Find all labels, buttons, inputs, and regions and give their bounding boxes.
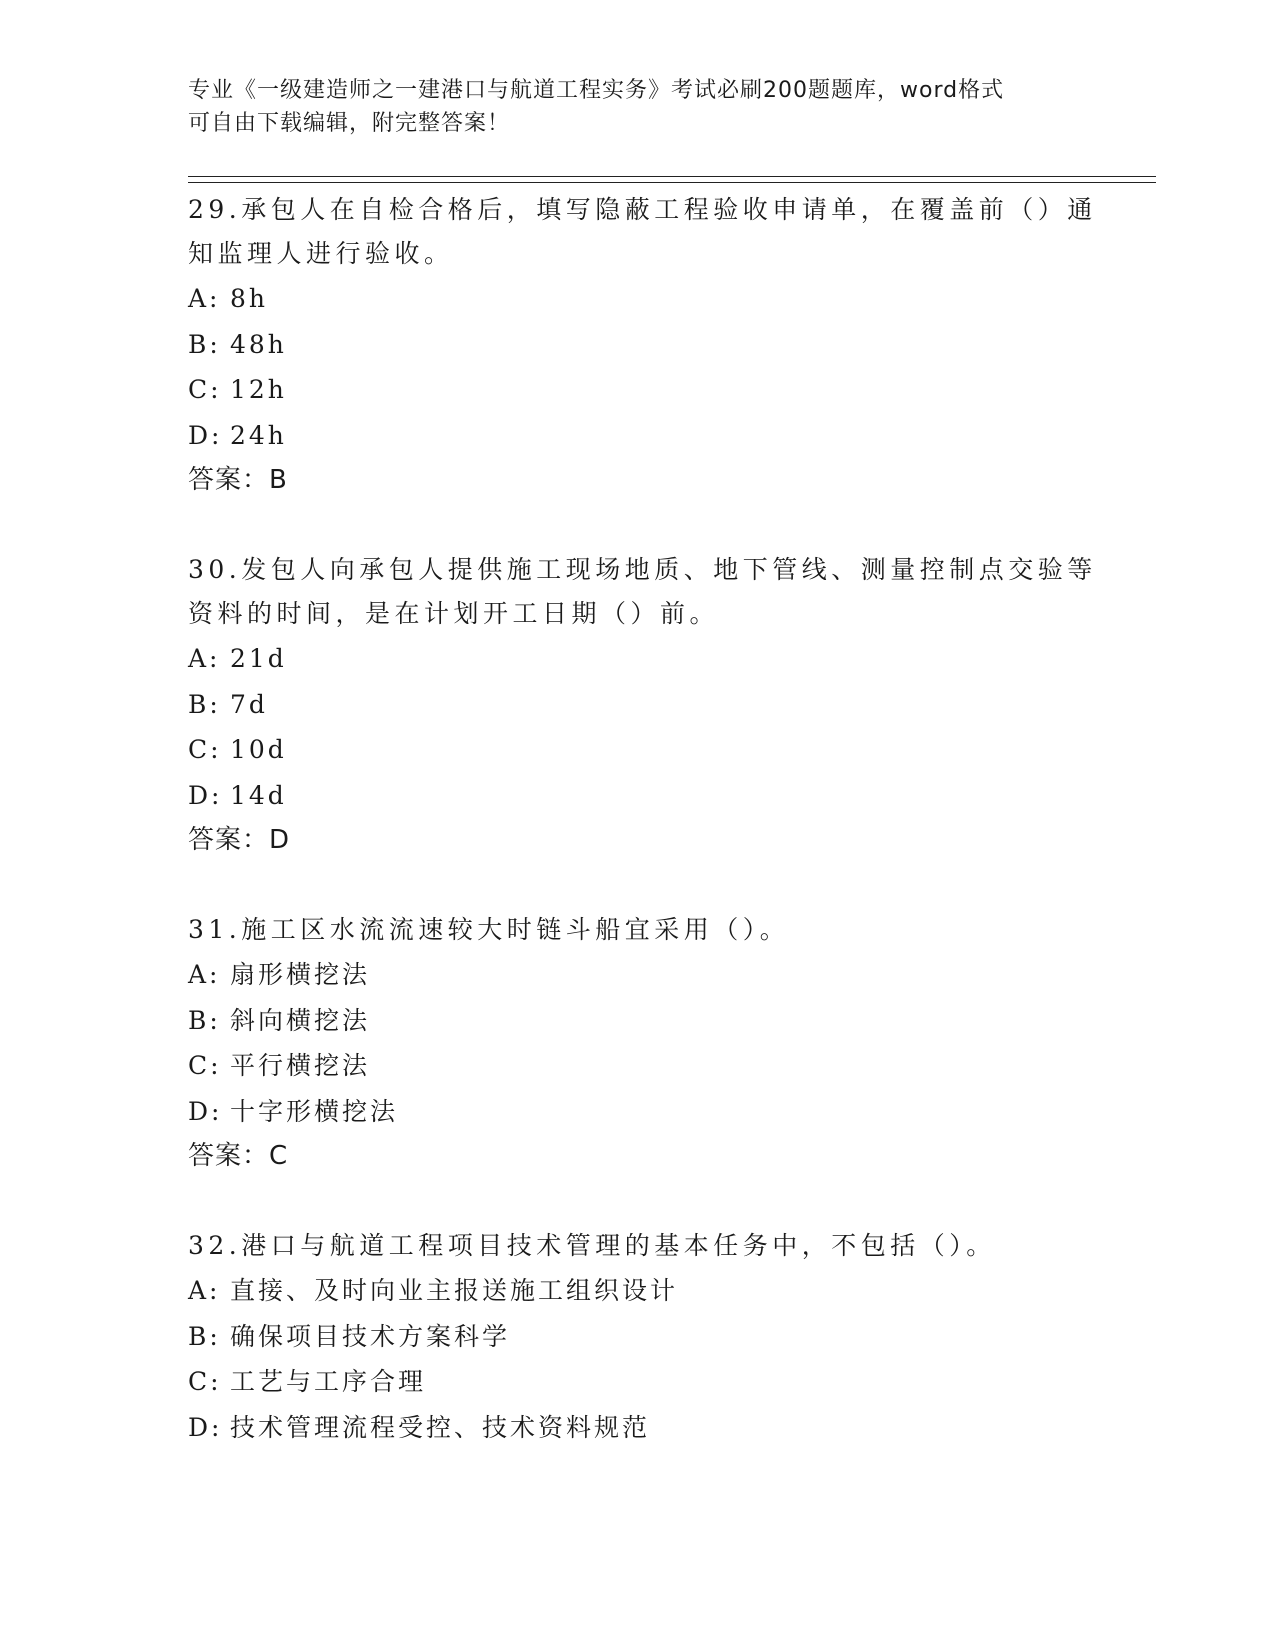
option-text: 平行横挖法 (230, 1051, 371, 1080)
option-a (188, 276, 1088, 322)
option-c (188, 367, 1088, 413)
option-letter: C: (188, 1051, 222, 1080)
option-text: 24h (230, 420, 287, 450)
option-letter: C: (188, 735, 222, 764)
option-letter: B: (188, 689, 221, 719)
option-list (188, 1268, 1088, 1450)
answer-line: 答案：B (188, 465, 288, 495)
option-text: 48h (230, 329, 287, 359)
option-list (188, 636, 1088, 818)
option-text: 14d (230, 780, 287, 810)
option-letter: A: (188, 284, 221, 313)
question-stem (188, 188, 1097, 276)
header-line-2: 可自由下载编辑，附完整答案！ (188, 111, 511, 136)
option-letter: D: (188, 1096, 223, 1126)
question-32 (188, 1224, 1088, 1450)
option-letter: B: (188, 329, 221, 359)
option-d (188, 773, 1088, 819)
option-b (188, 998, 1088, 1044)
option-letter: D: (188, 420, 223, 450)
question-stem (188, 548, 1097, 636)
option-a (188, 952, 1088, 998)
question-list (188, 188, 1097, 1496)
option-b (188, 682, 1088, 728)
option-c (188, 727, 1088, 773)
answer-line: 答案：C (188, 1141, 289, 1171)
question-stem (188, 908, 1088, 952)
question-30 (188, 548, 1097, 862)
option-c (188, 1359, 1088, 1405)
option-text: 10d (230, 735, 287, 764)
option-text: 21d (230, 644, 287, 673)
option-text: 12h (230, 375, 287, 404)
option-text: 确保项目技术方案科学 (230, 1321, 511, 1351)
option-text: 7d (230, 689, 268, 719)
option-letter: C: (188, 375, 222, 404)
option-letter: B: (188, 1005, 221, 1035)
stem-line: 31.施工区水流流速较大时链斗船宜采用（）。 (188, 915, 790, 944)
header-rule-bottom (188, 182, 1156, 183)
option-text: 直接、及时向业主报送施工组织设计 (230, 1276, 679, 1305)
header-line-1: 专业《一级建造师之一建港口与航道工程实务》考试必刷200题题库，word格式 (188, 78, 1005, 103)
option-letter: D: (188, 780, 223, 810)
stem-line: 知监理人进行验收。 (188, 239, 454, 268)
option-letter: A: (188, 644, 221, 673)
option-text: 工艺与工序合理 (230, 1367, 427, 1396)
option-letter: A: (188, 960, 221, 989)
option-list (188, 276, 1088, 458)
option-text: 技术管理流程受控、技术资料规范 (230, 1412, 651, 1442)
question-29 (188, 188, 1097, 502)
option-text: 8h (230, 284, 269, 313)
stem-line: 32.港口与航道工程项目技术管理的基本任务中，不包括（）。 (188, 1231, 996, 1260)
option-letter: D: (188, 1412, 223, 1442)
header-rule-top (188, 176, 1156, 177)
question-stem (188, 1224, 1088, 1268)
option-text: 扇形横挖法 (230, 960, 371, 989)
option-letter: C: (188, 1367, 222, 1396)
option-b (188, 1314, 1088, 1360)
option-c (188, 1043, 1088, 1089)
option-d (188, 413, 1088, 459)
option-d (188, 1089, 1088, 1135)
option-list (188, 952, 1088, 1134)
question-31 (188, 908, 1088, 1178)
option-a (188, 636, 1088, 682)
option-letter: B: (188, 1321, 221, 1351)
stem-line: 资料的时间，是在计划开工日期（）前。 (188, 599, 720, 628)
option-text: 十字形横挖法 (230, 1096, 399, 1126)
option-text: 斜向横挖法 (230, 1005, 371, 1035)
option-b (188, 322, 1088, 368)
option-a (188, 1268, 1088, 1314)
document-header (188, 74, 1068, 140)
stem-line: 29.承包人在自检合格后，填写隐蔽工程验收申请单，在覆盖前（）通 (188, 195, 1097, 224)
option-letter: A: (188, 1276, 221, 1305)
option-d (188, 1405, 1088, 1451)
stem-line: 30.发包人向承包人提供施工现场地质、地下管线、测量控制点交验等 (188, 555, 1097, 584)
answer-line: 答案：D (188, 825, 291, 855)
